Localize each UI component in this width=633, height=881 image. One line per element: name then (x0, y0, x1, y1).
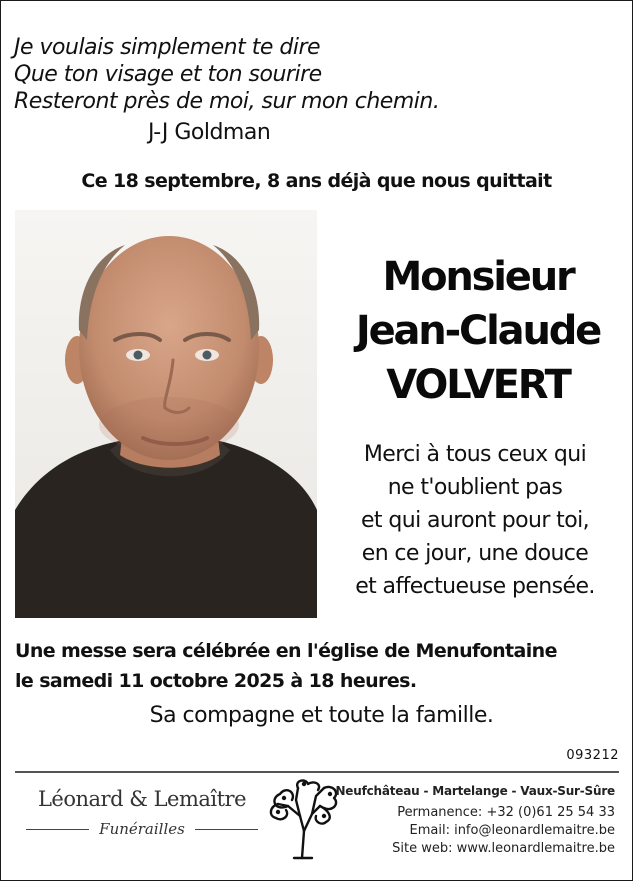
name-last: VOLVERT (386, 362, 570, 408)
thanks-line: et affectueuse pensée. (355, 574, 595, 599)
family-signature: Sa compagne et toute la famille. (149, 703, 494, 728)
name-title: Monsieur (382, 254, 574, 300)
thanks-line: Merci à tous ceux qui (363, 442, 587, 467)
thanks-line: en ce jour, une douce (361, 541, 589, 566)
portrait-photo (15, 210, 317, 618)
thanks-line: ne t'oublient pas (387, 475, 563, 500)
mass-announcement (15, 636, 557, 696)
mass-line: le samedi 11 octobre 2025 à 18 heures. (15, 670, 417, 692)
footer-divider (15, 771, 619, 773)
brand-subtitle: Funérailles (99, 820, 185, 838)
mass-line: Une messe sera célébrée en l'église de Menufontaine (15, 640, 557, 662)
brand-subtitle-row (26, 820, 258, 838)
contact-email[interactable]: Email: info@leonardlemaitre.be (409, 823, 615, 838)
name-first: Jean-Claude (355, 308, 601, 354)
contact-website[interactable]: Site web: www.leonardlemaitre.be (392, 841, 615, 856)
brand-rule-right (195, 829, 258, 830)
poem-line: Que ton visage et ton sourire (14, 62, 322, 87)
anniversary-text: Ce 18 septembre, 8 ans déjà que nous quittait (81, 170, 552, 192)
thanks-message (325, 438, 625, 603)
contact-permanence: Permanence: +32 (0)61 25 54 33 (397, 805, 615, 820)
contact-towns: Neufchâteau - Martelange - Vaux-Sur-Sûre (335, 784, 615, 798)
thanks-line: et qui auront pour toi, (361, 508, 589, 533)
funeral-home-brand (26, 787, 258, 838)
brand-name: Léonard & Lemaître (37, 787, 246, 811)
reference-number: 093212 (566, 748, 619, 763)
poem (14, 34, 439, 115)
poem-line: Resteront près de moi, sur mon chemin. (14, 89, 440, 114)
contact-info (335, 782, 615, 858)
brand-rule-left (26, 829, 89, 830)
tree-logo-icon (264, 776, 344, 860)
deceased-name (328, 250, 628, 412)
poem-line: Je voulais simplement te dire (14, 35, 321, 60)
poem-author: J-J Goldman (148, 120, 271, 145)
